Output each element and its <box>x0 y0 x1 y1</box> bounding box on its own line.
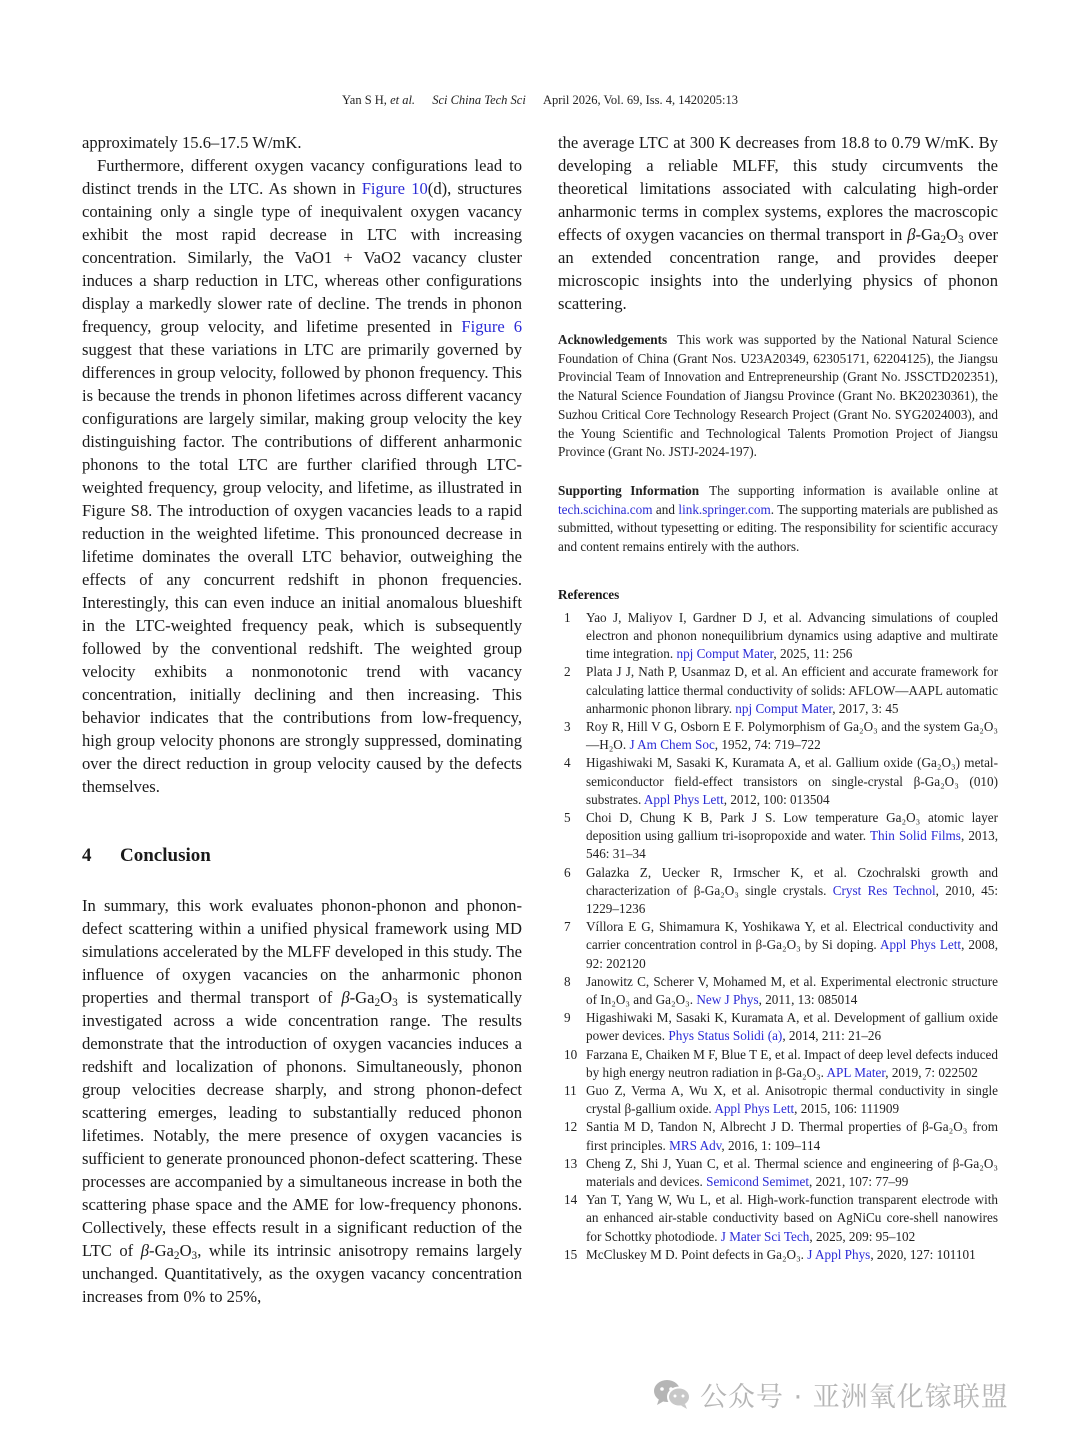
acknowledgements: Acknowledgements This work was supported by the National Natural Science Foundation of China (Grant Nos. U23A20349, 62305171, 62204125), the Jiangsu Provincial Team of Innovation and Entrepreneurship (Grant No. JSSCTD202351), the Natural Science Foundation of Jiangsu Province (Grant No. BK20230361), the Suzhou Critical Core Technology Research Project (Grant No. SYG2024003), and the Young Scientific and Technological Talents Promotion Project of Jiangsu Province (Grant No. JSTJ-2024-197). <box>558 332 998 460</box>
reference-text: Galazka Z, Uecker R, Irmscher K, et al. Czochralski growth and characterization of β-Ga₂O₃ single crystals. Cryst Res Technol, 2010, 45: 1229–1236 <box>586 864 998 916</box>
reference-journal-link[interactable]: J Am Chem Soc <box>629 737 715 753</box>
header-journal: Sci China Tech Sci <box>432 93 526 107</box>
reference-number: 7 <box>564 919 571 935</box>
section-heading-conclusion <box>82 845 522 869</box>
reference-item <box>558 1155 998 1191</box>
reference-number: 3 <box>564 718 571 734</box>
reference-number: 14 <box>564 1192 578 1208</box>
reference-number: 2 <box>564 664 571 680</box>
reference-journal-link[interactable]: Phys Status Solidi (a) <box>668 1028 783 1044</box>
header-issue: April 2026, Vol. 69, Iss. 4, 1420205:13 <box>542 93 738 107</box>
watermark <box>652 1372 1009 1416</box>
right-column <box>558 131 998 1264</box>
figure-10-link[interactable]: Figure 10 <box>361 179 428 198</box>
reference-item <box>558 663 998 718</box>
reference-journal-link[interactable]: Semicond Semimet <box>706 1174 810 1190</box>
paragraph-vacancy-configurations: Furthermore, different oxygen vacancy configurations lead to distinct trends in the LTC. As shown in Figure 10(d), structures containing only a single type of inequivalent oxygen vacancy exhibit the most rapid decrease in LTC with increasing concentration. Similarly, the VaO1 + VaO2 vacancy cluster induces a sharp reduction in LTC, whereas other configurations display a markedly slower rate of decline. The trends in phonon frequency, group velocity, and lifetime presented in Figure 6 suggest that these variations in LTC are primarily governed by differences in group velocity, followed by phonon frequency. This is because the trends in phonon lifetimes across different vacancy configurations are largely similar, making group velocity the key distinguishing factor. The contributions of different anharmonic phonons to the total LTC are further clarified through LTC-weighted frequency, group velocity, and lifetime, as illustrated in Figure S8. The introduction of oxygen vacancies leads to a rapid reduction in the weighted lifetime. This pronounced decrease in lifetime dominates the overall LTC behavior, outweighing the effects of any concurrent redshift in phonon frequencies. Interestingly, this can even induce an initial anomalous blueshift in the LTC-weighted frequency peak, which is subsequently followed by the conventional redshift. The weighted group velocity exhibits a nonmonotonic trend with vacancy concentration, initially declining and then increasing. This behavior indicates that the contributions from low-frequency, high group velocity phonons are strongly suppressed, dominating over the direct reduction in group velocity caused by the defects themselves. <box>82 156 522 796</box>
header-authors: Yan S H, <box>342 93 387 107</box>
reference-text: Higashiwaki M, Sasaki K, Kuramata A, et al. Gallium oxide (Ga₂O₃) metal-semiconductor field-effect transistors on single-crystal β-Ga₂O₃ (010) substrates. Appl Phys Lett, 2012, 100: 013504 <box>586 755 998 807</box>
reference-journal-link[interactable]: Appl Phys Lett <box>714 1101 795 1117</box>
reference-number: 11 <box>564 1083 577 1099</box>
reference-item <box>558 609 998 664</box>
reference-item <box>558 918 998 973</box>
reference-journal-link[interactable]: Cryst Res Technol <box>832 882 936 898</box>
reference-item <box>558 1246 998 1264</box>
springer-link[interactable]: link.springer.com <box>678 501 771 517</box>
paragraph-conclusion: In summary, this work evaluates phonon-phonon and phonon-defect scattering within a unified physical framework using MD simulations accelerated by the MLFF developed in this study. The influence of oxygen vacancies on the anharmonic phonon properties and thermal transport of $\beta-Ga_2O_3$ is systematically investigated across a wide concentration range. The results demonstrate that the introduction of oxygen vacancies induces a redshift and localization of phonons. Simultaneously, phonon group velocities decrease sharply, and strong phonon-defect scattering emerges, leading to substantially reduced phonon lifetimes. Notably, the mere presence of oxygen vacancies is sufficient to generate pronounced phonon-defect scattering. These processes are accompanied by a simultaneous increase in both the scattering phase space and the AME for low-frequency phonons. Collectively, these effects result in a significant reduction of the LTC of $\beta-Ga_2O_3$, while its intrinsic anisotropy remains largely unchanged. Quantitatively, as the oxygen vacancy concentration increases from 0% to 25%, <box>82 896 523 1306</box>
header-etal: et al. <box>390 93 416 107</box>
wechat-icon <box>652 1378 692 1410</box>
reference-text: Choi D, Chung K B, Park J S. Low temperature Ga₂O₃ atomic layer deposition using gallium tri-isopropoxide and water. Thin Solid Films, 2013, 546: 31–34 <box>586 809 998 862</box>
references-heading: References <box>558 586 620 602</box>
reference-item <box>558 1009 998 1045</box>
reference-journal-link[interactable]: npj Comput Mater <box>676 646 774 662</box>
reference-number: 4 <box>564 755 571 771</box>
reference-text: Santia M D, Tandon N, Albrecht J D. Thermal properties of β-Ga₂O₃ from first principles. MRS Adv, 2016, 1: 109–114 <box>586 1119 998 1153</box>
reference-item <box>558 754 998 809</box>
reference-journal-link[interactable]: Appl Phys Lett <box>879 937 962 953</box>
reference-number: 10 <box>564 1046 578 1062</box>
reference-text: Plata J J, Nath P, Usanmaz D, et al. An efficient and accurate framework for calculating lattice thermal conductivity of solids: AFLOW—AAPL automatic anharmonic phonon library. npj Comput Mater, 2017, 3: 45 <box>586 664 998 716</box>
reference-journal-link[interactable]: Thin Solid Films <box>869 828 961 844</box>
reference-text: Roy R, Hill V G, Osborn E F. Polymorphism of Ga₂O₃ and the system Ga₂O₃—H₂O. J Am Chem Soc, 1952, 74: 719–722 <box>586 718 998 753</box>
reference-text: McCluskey M D. Point defects in Ga₂O₃. J Appl Phys, 2020, 127: 101101 <box>586 1246 976 1262</box>
left-column <box>82 131 522 1308</box>
reference-text: Farzana E, Chaiken M F, Blue T E, et al. Impact of deep level defects induced by high energy neutron radiation in β-Ga₂O₃. APL Mater, 2019, 7: 022502 <box>586 1046 998 1080</box>
reference-number: 8 <box>564 973 571 989</box>
reference-number: 1 <box>564 609 571 625</box>
reference-text: Víllora E G, Shimamura K, Yoshikawa Y, et al. Electrical conductivity and carrier concentration control in β-Ga₂O₃ by Si doping. Appl Phys Lett, 2008, 92: 202120 <box>586 919 999 971</box>
figure-6-link[interactable]: Figure 6 <box>461 317 522 336</box>
reference-item <box>558 1046 998 1082</box>
reference-number: 9 <box>564 1010 571 1026</box>
reference-number: 5 <box>564 809 571 825</box>
watermark-text: 公众号 · 亚洲氧化镓联盟 <box>700 1381 1009 1413</box>
reference-number: 12 <box>564 1119 578 1135</box>
running-head <box>0 93 1080 108</box>
reference-text: Yan T, Yang W, Wu L, et al. High-work-function transparent electrode with an enhanced air-stable conductivity based on AgNiCu core-shell nanowires for Schottky photodiode. J Mater Sci Tech, 2025, 209: 95–102 <box>586 1192 998 1244</box>
reference-journal-link[interactable]: New J Phys <box>696 992 759 1007</box>
section-title: Conclusion <box>120 845 211 866</box>
supporting-label: Supporting Information <box>558 482 700 498</box>
reference-item <box>558 973 998 1009</box>
reference-journal-link[interactable]: APL Mater <box>826 1064 886 1080</box>
paragraph-conclusion-continued: the average LTC at 300 K decreases from 18.8 to 0.79 W/mK. By developing a reliable MLFF, this study circumvents the theoretical limitations associated with calculating high-order anharmonic terms in complex systems, explores the macroscopic effects of oxygen vacancies on thermal transport in $\beta-Ga_2O_3$ over an extended concentration range, and provides deeper microscopic insights into the underlying physics of phonon scattering. <box>558 133 998 313</box>
reference-journal-link[interactable]: J Appl Phys <box>807 1246 871 1262</box>
reference-text: Cheng Z, Shi J, Yuan C, et al. Thermal science and engineering of β-Ga₂O₃ materials and devices. Semicond Semimet, 2021, 107: 77–99 <box>586 1155 998 1190</box>
reference-number: 15 <box>564 1246 578 1262</box>
paragraph-carryover: approximately 15.6–17.5 W/mK. <box>82 133 302 152</box>
scichina-link[interactable]: tech.scichina.com <box>558 501 653 517</box>
reference-text: Yao J, Maliyov I, Gardner D J, et al. Advancing simulations of coupled electron and phonon nonequilibrium dynamics using adaptive and multirate time integration. npj Comput Mater, 2025, 11: 256 <box>586 609 998 662</box>
supporting-information: Supporting Information The supporting information is available online at tech.scichina.com and link.springer.com. The supporting materials are published as submitted, without typesetting or editing. The responsibility for scientific accuracy and content remains entirely with the authors. <box>558 482 998 555</box>
reference-journal-link[interactable]: MRS Adv <box>669 1137 722 1153</box>
reference-item <box>558 1082 998 1118</box>
reference-item <box>558 718 998 754</box>
reference-journal-link[interactable]: npj Comput Mater <box>735 700 833 716</box>
reference-journal-link[interactable]: J Mater Sci Tech <box>720 1228 810 1244</box>
reference-item <box>558 809 998 864</box>
reference-number: 6 <box>564 864 571 880</box>
section-number: 4 <box>82 845 92 866</box>
reference-item <box>558 1118 998 1154</box>
reference-text: Janowitz C, Scherer V, Mohamed M, et al. Experimental electronic structure of In₂O₃ and Ga₂O₃. New J Phys, 2011, 13: 085014 <box>586 973 998 1007</box>
acknowledgements-label: Acknowledgements <box>558 332 668 347</box>
reference-item <box>558 864 998 919</box>
reference-journal-link[interactable]: Appl Phys Lett <box>643 791 724 807</box>
reference-text: Guo Z, Verma A, Wu X, et al. Anisotropic thermal conductivity in single crystal β-gallium oxide. Appl Phys Lett, 2015, 106: 111909 <box>586 1083 998 1117</box>
reference-item <box>558 1191 998 1246</box>
references-list <box>558 609 998 1264</box>
reference-text: Higashiwaki M, Sasaki K, Kuramata A, et al. Development of gallium oxide power devices. Phys Status Solidi (a), 2014, 211: 21–26 <box>586 1010 998 1044</box>
reference-number: 13 <box>564 1155 578 1171</box>
